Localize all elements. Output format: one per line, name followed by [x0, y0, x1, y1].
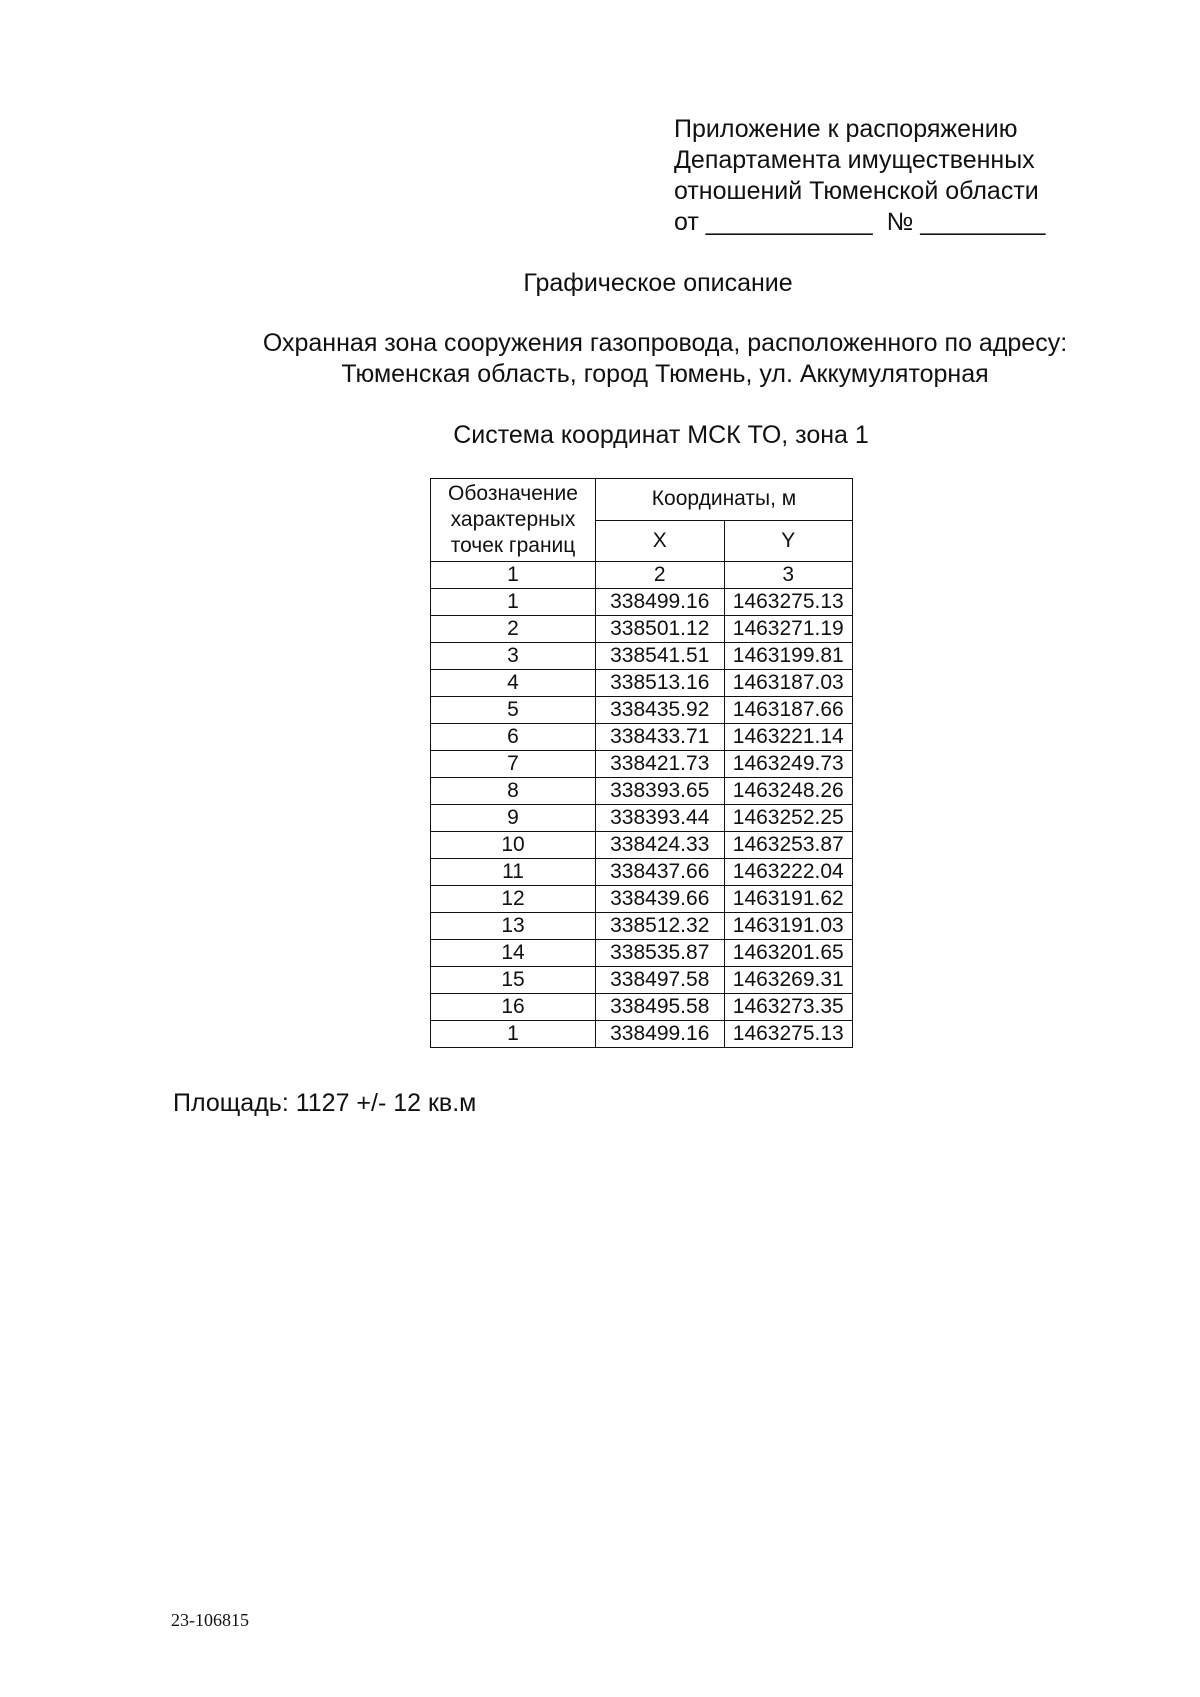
header-x: X	[596, 520, 725, 562]
subject-line-1: Охранная зона сооружения газопровода, расположенного по адресу:	[262, 329, 1068, 357]
y-coordinate-cell: 1463271.19	[724, 616, 853, 643]
table-row	[431, 886, 853, 913]
point-number-cell: 12	[431, 886, 596, 913]
appendix-line-3: отношений Тюменской области	[674, 177, 1039, 205]
x-coordinate-cell: 338513.16	[596, 670, 725, 697]
point-number-cell: 14	[431, 940, 596, 967]
table-header-row	[431, 479, 853, 521]
table-row	[431, 643, 853, 670]
header-point-line-3: точек границ	[450, 534, 576, 557]
table-row	[431, 751, 853, 778]
table-row	[431, 616, 853, 643]
point-number-cell: 3	[431, 643, 596, 670]
x-coordinate-cell: 338512.32	[596, 913, 725, 940]
document-title: Графическое описание	[523, 269, 793, 297]
appendix-line-1: Приложение к распоряжению	[674, 115, 1018, 143]
subject-description	[0, 328, 1200, 390]
y-coordinate-cell: 1463199.81	[724, 643, 853, 670]
y-coordinate-cell: 1463269.31	[724, 967, 853, 994]
column-number-row	[431, 562, 853, 589]
x-coordinate-cell: 338499.16	[596, 1021, 725, 1048]
x-coordinate-cell: 338501.12	[596, 616, 725, 643]
appendix-line-4: от ____________ № _________	[674, 208, 1046, 236]
point-number-cell: 2	[431, 616, 596, 643]
y-coordinate-cell: 1463252.25	[724, 805, 853, 832]
header-point-line-1: Обозначение	[448, 482, 578, 505]
appendix-line-2: Департамента имущественных	[674, 146, 1035, 174]
header-coordinates: Координаты, м	[596, 479, 853, 521]
table-row	[431, 832, 853, 859]
document-number: 23-106815	[171, 1610, 249, 1630]
y-coordinate-cell: 1463201.65	[724, 940, 853, 967]
x-coordinate-cell: 338393.44	[596, 805, 725, 832]
point-number-cell: 15	[431, 967, 596, 994]
y-coordinate-cell: 1463191.62	[724, 886, 853, 913]
area-label: Площадь: 1127 +/- 12 кв.м	[173, 1089, 477, 1117]
y-coordinate-cell: 1463275.13	[724, 1021, 853, 1048]
x-coordinate-cell: 338535.87	[596, 940, 725, 967]
y-coordinate-cell: 1463222.04	[724, 859, 853, 886]
header-point-line-2: характерных	[450, 508, 576, 531]
x-coordinate-cell: 338393.65	[596, 778, 725, 805]
table-row	[431, 994, 853, 1021]
table-row	[431, 778, 853, 805]
coordinate-system-label: Система координат МСК ТО, зона 1	[453, 421, 869, 449]
table-row	[431, 805, 853, 832]
table-body	[431, 589, 853, 1048]
column-number-2: 2	[596, 562, 725, 589]
point-number-cell: 8	[431, 778, 596, 805]
table-row	[431, 940, 853, 967]
table-row	[431, 967, 853, 994]
table-row	[431, 913, 853, 940]
point-number-cell: 4	[431, 670, 596, 697]
y-coordinate-cell: 1463187.03	[724, 670, 853, 697]
appendix-header	[674, 114, 1045, 238]
column-number-1: 1	[431, 562, 596, 589]
y-coordinate-cell: 1463275.13	[724, 589, 853, 616]
x-coordinate-cell: 338435.92	[596, 697, 725, 724]
y-coordinate-cell: 1463253.87	[724, 832, 853, 859]
x-coordinate-cell: 338495.58	[596, 994, 725, 1021]
x-coordinate-cell: 338497.58	[596, 967, 725, 994]
point-number-cell: 1	[431, 1021, 596, 1048]
point-number-cell: 1	[431, 589, 596, 616]
y-coordinate-cell: 1463248.26	[724, 778, 853, 805]
point-number-cell: 9	[431, 805, 596, 832]
x-coordinate-cell: 338541.51	[596, 643, 725, 670]
x-coordinate-cell: 338433.71	[596, 724, 725, 751]
y-coordinate-cell: 1463249.73	[724, 751, 853, 778]
y-coordinate-cell: 1463191.03	[724, 913, 853, 940]
y-coordinate-cell: 1463273.35	[724, 994, 853, 1021]
point-number-cell: 16	[431, 994, 596, 1021]
column-number-3: 3	[724, 562, 853, 589]
point-number-cell: 5	[431, 697, 596, 724]
table-row	[431, 670, 853, 697]
x-coordinate-cell: 338499.16	[596, 589, 725, 616]
point-number-cell: 6	[431, 724, 596, 751]
x-coordinate-cell: 338421.73	[596, 751, 725, 778]
point-number-cell: 10	[431, 832, 596, 859]
point-number-cell: 7	[431, 751, 596, 778]
table-row	[431, 724, 853, 751]
header-y: Y	[724, 520, 853, 562]
header-point-designation	[431, 479, 596, 562]
table-row	[431, 1021, 853, 1048]
subject-line-2: Тюменская область, город Тюмень, ул. Аккумуляторная	[341, 360, 989, 388]
table-row	[431, 859, 853, 886]
point-number-cell: 13	[431, 913, 596, 940]
coordinates-table	[430, 478, 853, 1048]
x-coordinate-cell: 338437.66	[596, 859, 725, 886]
table-row	[431, 589, 853, 616]
x-coordinate-cell: 338439.66	[596, 886, 725, 913]
point-number-cell: 11	[431, 859, 596, 886]
table-row	[431, 697, 853, 724]
y-coordinate-cell: 1463221.14	[724, 724, 853, 751]
x-coordinate-cell: 338424.33	[596, 832, 725, 859]
y-coordinate-cell: 1463187.66	[724, 697, 853, 724]
